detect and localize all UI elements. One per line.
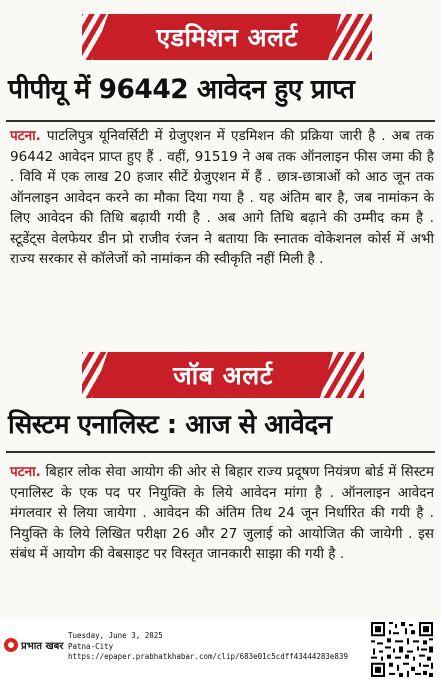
article2-body [10, 462, 434, 565]
banner-text: जॉब अलर्ट [173, 361, 273, 390]
sun-logo-icon [4, 638, 18, 652]
clip-date: Tuesday, June 3, 2025 [68, 631, 163, 640]
article1-headline: पीपीयू में 96442 आवेदन हुए प्राप्त [8, 74, 355, 105]
article2-text: बिहार लोक सेवा आयोग की ओर से बिहार राज्य प्रदूषण नियंत्रण बोर्ड में सिस्टम एनालिस्ट के एक पद पर नियुक्ति के लिये आवेदन मांगा है . ऑनलाइन आवेदन मंगलवार से लिया जायेगा . आवेदन की अंतिम तिथ 24 जून निर्धारित की गयी है . नियुक्ति के लिये लिखित परीक्षा 26 और 27 जुलाई को आयोजित की जायेगी . इस संबंध में आयोग की वेबसाइट पर विस्तृत जानकारी साझा की गयी है . [10, 464, 434, 562]
prabhat-khabar-logo[interactable] [4, 638, 63, 652]
clip-meta [68, 631, 348, 663]
article2-dateline: पटना. [10, 464, 41, 480]
clip-edition: Patna-City [68, 641, 114, 651]
article2-headline: सिस्टम एनालिस्ट : आज से आवेदन [8, 410, 332, 440]
job-alert-banner [92, 352, 354, 398]
banner-text: एडमिशन अलर्ट [156, 23, 298, 52]
logo-text: प्रभात खबर [21, 641, 64, 652]
article1-body [10, 126, 434, 270]
epaper-footer [0, 620, 441, 679]
clip-url[interactable]: https://epaper.prabhatkhabar.com/clip/683e01c5cdff43444283e839 [68, 652, 348, 661]
admission-alert-banner [92, 14, 362, 60]
article1-divider [6, 120, 435, 122]
qr-code-icon[interactable] [369, 620, 435, 679]
article2-divider [6, 451, 435, 453]
article1-text: पाटलिपुत्र यूनिवर्सिटी में ग्रेजुएशन में एडमिशन की प्रक्रिया जारी है . अब तक 96442 आवेदन प्राप्त हुए हैं . वहीं, 91519 ने अब तक ऑनलाइन फीस जमा की है . विवि में एक लाख 20 हजार सीटें ग्रेजुएशन में हैं . छात्र-छात्राओं को आठ जून तक ऑनलाइन आवेदन करने का मौका दिया गया है . यह अंतिम बार है, जब नामांकन के लिए आवेदन की तिथि बढ़ायी गयी है . अब आगे तिथि बढ़ाने की उम्मीद कम है . स्टूडेंट्स वेलफेयर डीन प्रो राजीव रंजन ने बताया कि स्नातक वोकेशनल कोर्स में अभी राज्य सरकार से कॉलेजों को नामांकन की स्वीकृति नहीं मिली है . [10, 128, 434, 267]
article1-dateline: पटना. [10, 128, 41, 144]
